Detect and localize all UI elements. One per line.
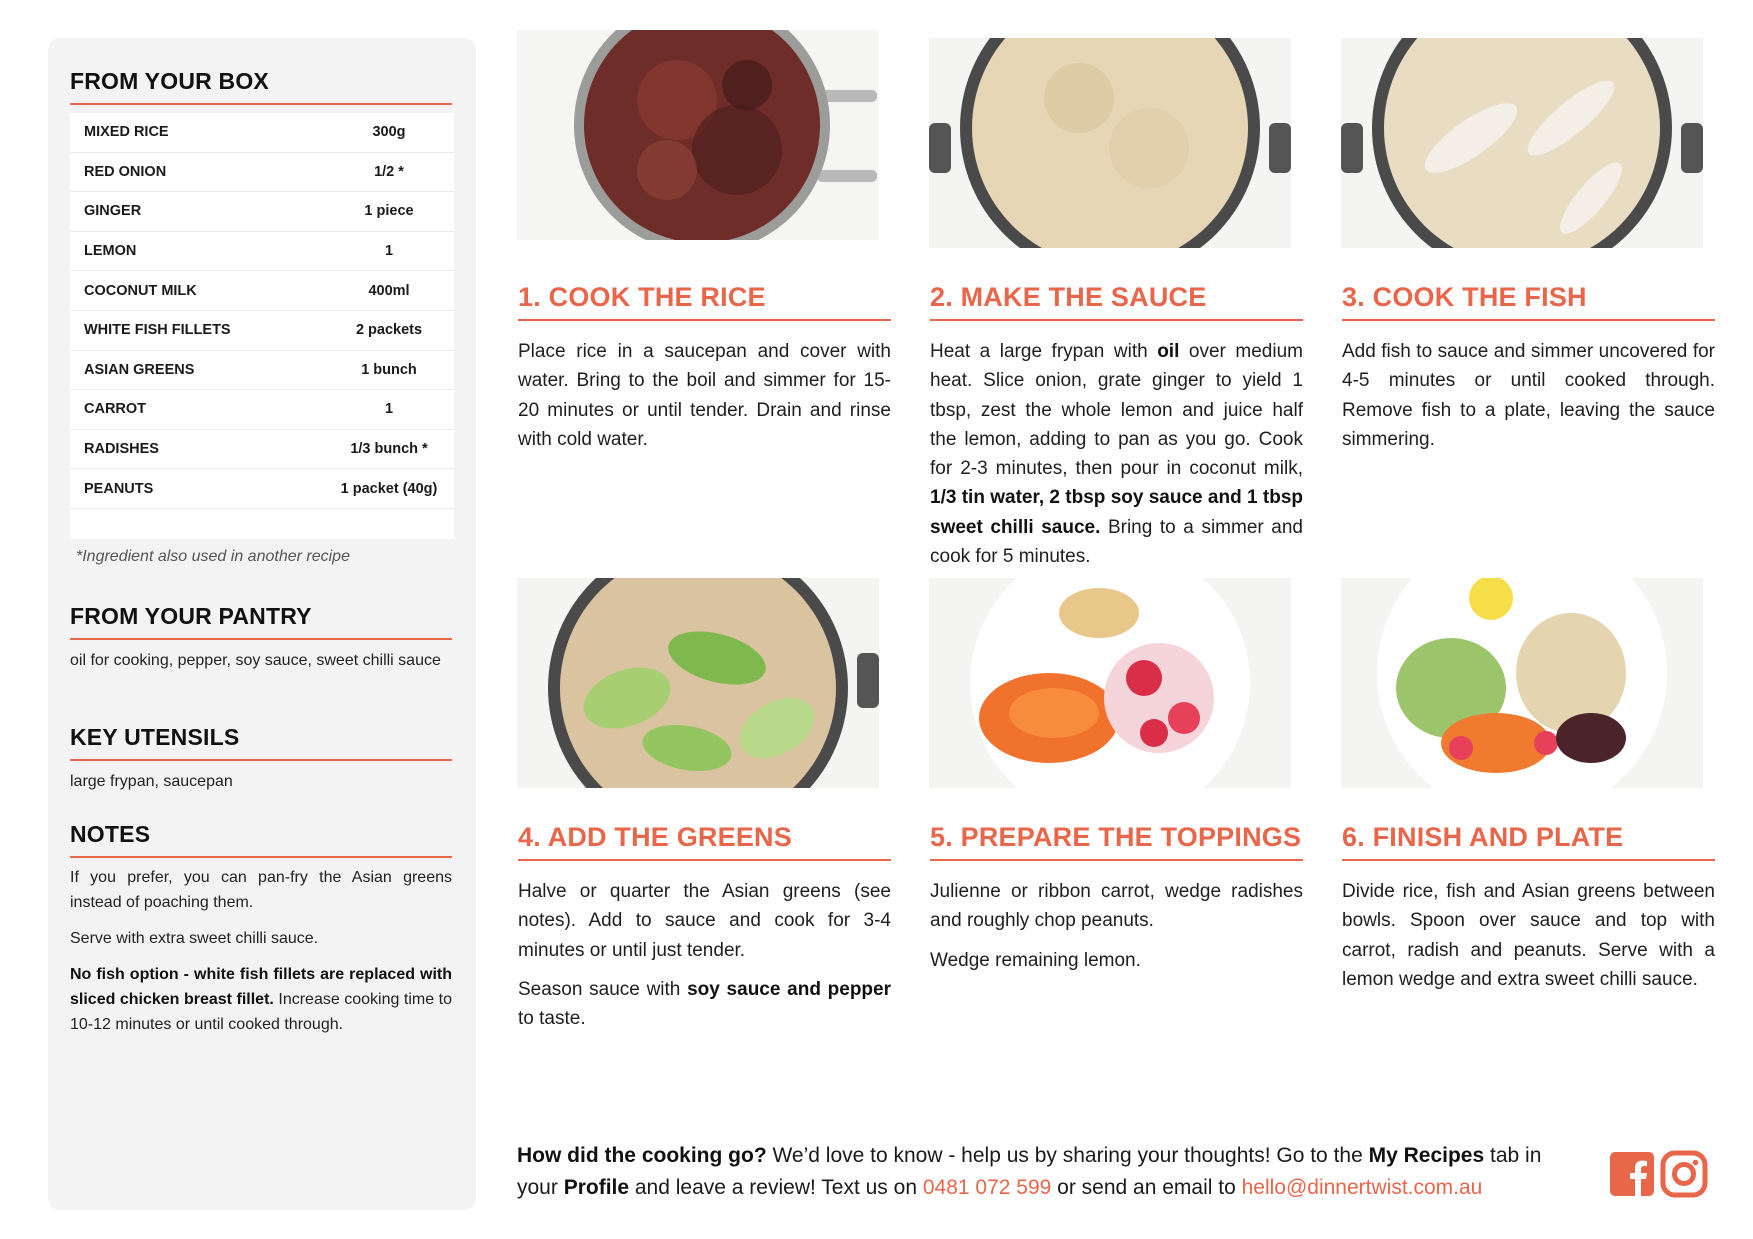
ingredients-sidebar — [48, 38, 476, 1210]
facebook-icon[interactable] — [1608, 1150, 1656, 1198]
ingredient-name: MIXED RICE — [84, 124, 169, 141]
step-4-photo — [517, 578, 879, 788]
step-5-paragraph: Wedge remaining lemon. — [930, 949, 1141, 971]
profile-label: Profile — [563, 1175, 630, 1199]
step-1-photo — [517, 30, 879, 240]
ingredient-row — [70, 311, 454, 351]
ingredient-row — [70, 113, 454, 153]
step-2-photo — [929, 38, 1291, 248]
ingredient-footnote: *Ingredient also used in another recipe — [76, 548, 350, 565]
ingredient-quantity: 1 — [384, 243, 394, 260]
ingredient-quantity: 400ml — [368, 282, 410, 299]
ingredient-row — [70, 390, 454, 430]
step-2-text-part: Bring to a simmer and cook for 5 minutes. — [930, 516, 1303, 568]
ingredients-table — [70, 113, 454, 539]
ingredient-name: GINGER — [84, 203, 142, 220]
step-5-text — [930, 877, 1303, 985]
step-4-text — [518, 877, 891, 1043]
ingredient-row — [70, 153, 454, 193]
ingredient-quantity: 2 packets — [355, 322, 423, 339]
step-2-text-bold: 1/3 tin water, 2 tbsp soy sauce and 1 tbsp sweet chilli sauce. — [930, 487, 1303, 538]
step-4-text-bold: soy sauce and pepper — [687, 978, 891, 1000]
sauce-pan-image — [929, 38, 1291, 248]
ingredient-quantity: 1 packet (40g) — [340, 480, 438, 497]
step-2-text-part: Heat a large frypan with — [930, 341, 1158, 362]
fish-in-sauce-image — [1341, 38, 1703, 248]
step-3-heading: 3. COOK THE FISH — [1342, 282, 1715, 321]
from-your-pantry-heading: FROM YOUR PANTRY — [70, 603, 452, 640]
step-4-text-part: to taste. — [518, 1008, 586, 1030]
no-fish-option: No fish option - white fish fillets are replaced with sliced chicken breast fillet. — [70, 966, 452, 1008]
ingredient-name: PEANUTS — [84, 480, 154, 497]
ingredient-quantity: 300g — [372, 124, 406, 141]
feedback-question: How did the cooking go? — [517, 1144, 767, 1167]
footer-text: We’d love to know - help us by sharing your thoughts! Go to the — [766, 1144, 1369, 1167]
finished-bowl-image — [1341, 578, 1703, 788]
toppings-plate-image — [929, 578, 1291, 788]
notes-paragraph: If you prefer, you can pan-fry the Asian greens instead of poaching them. — [70, 869, 452, 911]
step-2-text — [930, 337, 1303, 571]
step-6-heading: 6. FINISH AND PLATE — [1342, 822, 1715, 861]
email-link[interactable]: hello@dinnertwist.com.au — [1241, 1175, 1483, 1199]
ingredient-name: COCONUT MILK — [84, 282, 197, 299]
step-2-heading: 2. MAKE THE SAUCE — [930, 282, 1303, 321]
footer-text: or send an email to — [1051, 1175, 1242, 1199]
ingredient-row — [70, 192, 454, 232]
ingredient-row — [70, 430, 454, 470]
notes-heading: NOTES — [70, 821, 452, 858]
step-3-text: Add fish to sauce and simmer uncovered for 4-5 minutes or until cooked through. Remove fish to a plate, leaving the sauce simmering. — [1342, 341, 1715, 450]
step-1-heading: 1. COOK THE RICE — [518, 282, 891, 321]
step-4-text-part: Season sauce with — [518, 978, 688, 1000]
ingredient-row — [70, 351, 454, 391]
pantry-text: oil for cooking, pepper, soy sauce, sweet chilli sauce — [70, 652, 441, 669]
ingredient-quantity: 1/3 bunch * — [350, 441, 428, 458]
ingredient-name: LEMON — [84, 243, 137, 260]
ingredient-name: CARROT — [84, 401, 147, 418]
step-5-photo — [929, 578, 1291, 788]
ingredient-row — [70, 232, 454, 272]
footer-text: tab in your — [517, 1144, 1542, 1199]
notes-text — [70, 865, 452, 1048]
step-4-paragraph — [518, 975, 891, 1034]
step-2-text-part: over medium heat. Slice onion, grate ginger to yield 1 tbsp, zest the whole lemon and juice half the lemon, adding to pan as you go. Cook for 2-3 minutes, then pour in coconut milk, — [930, 341, 1303, 480]
greens-in-pan-image — [517, 578, 879, 788]
phone-link[interactable]: 0481 072 599 — [922, 1175, 1052, 1199]
ingredient-row — [70, 271, 454, 311]
step-5-paragraph: Julienne or ribbon carrot, wedge radishes and roughly chop peanuts. — [930, 881, 1303, 932]
feedback-footer — [517, 1140, 1577, 1203]
notes-text-rest: Increase cooking time to 10-12 minutes or until cooked through. — [70, 991, 453, 1033]
instagram-icon[interactable] — [1660, 1150, 1708, 1198]
ingredient-quantity: 1 — [384, 401, 394, 418]
step-4-heading: 4. ADD THE GREENS — [518, 822, 891, 861]
step-2-text-bold: oil — [1157, 341, 1180, 362]
footer-text: and leave a review! Text us on — [629, 1175, 923, 1199]
ingredient-quantity: 1/2 * — [374, 163, 404, 180]
from-your-box-heading: FROM YOUR BOX — [70, 68, 452, 105]
utensils-text: large frypan, saucepan — [70, 773, 233, 790]
ingredient-quantity: 1 bunch — [361, 361, 417, 378]
ingredient-name: ASIAN GREENS — [84, 361, 195, 378]
step-5-heading: 5. PREPARE THE TOPPINGS — [930, 822, 1303, 861]
my-recipes-label: My Recipes — [1368, 1144, 1485, 1167]
step-1-text: Place rice in a saucepan and cover with water. Bring to the boil and simmer for 15-20 minutes or until tender. Drain and rinse with cold water. — [518, 341, 891, 450]
rice-strainer-image — [517, 30, 879, 240]
ingredient-row — [70, 469, 454, 509]
step-6-photo — [1341, 578, 1703, 788]
ingredient-name: WHITE FISH FILLETS — [84, 322, 231, 339]
notes-paragraph — [70, 962, 452, 1037]
notes-paragraph: Serve with extra sweet chilli sauce. — [70, 930, 319, 947]
step-6-text: Divide rice, fish and Asian greens between bowls. Spoon over sauce and top with carrot, radish and peanuts. Serve with a lemon wedge and extra sweet chilli sauce. — [1342, 881, 1715, 990]
step-3-photo — [1341, 38, 1703, 248]
ingredient-name: RED ONION — [84, 163, 167, 180]
step-4-paragraph: Halve or quarter the Asian greens (see notes). Add to sauce and cook for 3-4 minutes or until just tender. — [518, 881, 891, 961]
key-utensils-heading: KEY UTENSILS — [70, 724, 452, 761]
ingredient-quantity: 1 piece — [364, 203, 414, 220]
ingredient-name: RADISHES — [84, 441, 159, 458]
